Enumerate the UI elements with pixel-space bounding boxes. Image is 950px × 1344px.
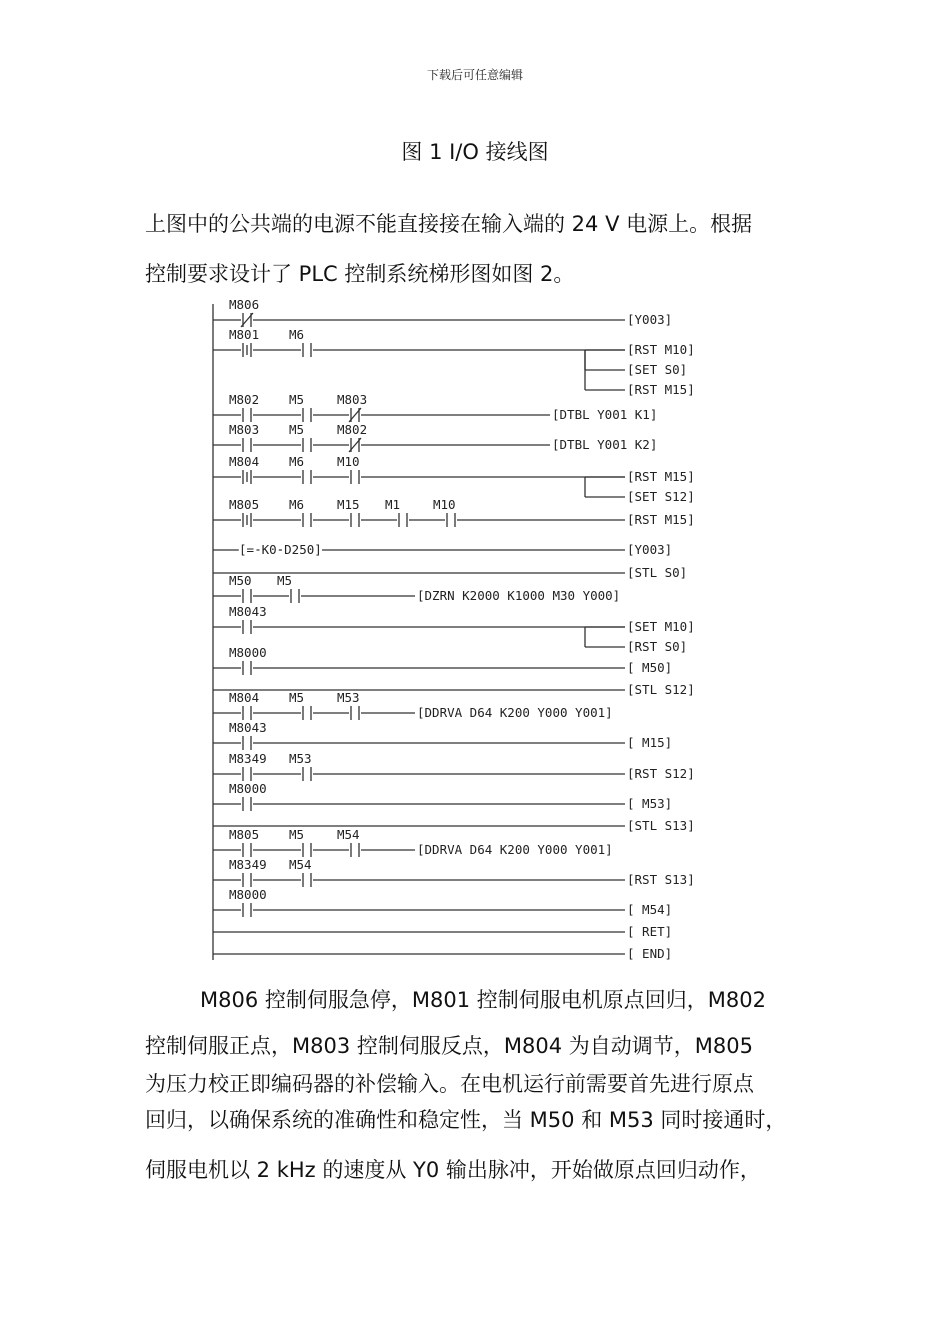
output-instruction: [DDRVA D64 K200 Y000 Y001] (417, 705, 613, 720)
contact-label-m53: M53 (289, 751, 312, 766)
compare-instruction: [= K0 D250] (239, 542, 322, 557)
output-instruction: [DTBL Y001 K1] (552, 407, 658, 422)
output-instruction: [STL S0] (627, 565, 688, 580)
output-instruction: [DDRVA D64 K200 Y000 Y001] (417, 842, 613, 857)
output-instruction: [ M53] (627, 796, 673, 811)
output-instruction: [Y003] (627, 312, 673, 327)
contact-label-m6: M6 (289, 327, 305, 342)
contact-label-m50: M50 (229, 573, 252, 588)
contact-label-m803: M803 (229, 422, 260, 437)
contact-label-m1: M1 (385, 497, 401, 512)
output-instruction: [ M15] (627, 735, 673, 750)
contact-label-m54: M54 (337, 827, 360, 842)
output-instruction: [RST S0] (627, 639, 688, 654)
contact-label-m10: M10 (433, 497, 456, 512)
output-instruction: [SET S12] (627, 489, 695, 504)
page-header: 下载后可任意编辑 (426, 68, 523, 82)
contact-label-m804: M804 (229, 454, 260, 469)
output-instruction: [DTBL Y001 K2] (552, 437, 658, 452)
output-instruction: [RST S12] (627, 766, 695, 781)
output-instruction: [STL S12] (627, 682, 695, 697)
output-instruction: [DZRN K2000 K1000 M30 Y000] (417, 588, 621, 603)
contact-label-m805: M805 (229, 827, 260, 842)
contact-label-m6: M6 (289, 454, 305, 469)
contact-label-m806: M806 (229, 298, 260, 312)
contact-label-m8349: M8349 (229, 857, 267, 872)
output-instruction: [ M50] (627, 660, 673, 675)
desc-line-1: M806 控制伺服急停，M801 控制伺服电机原点回归，M802 (200, 988, 766, 1012)
contact-label-m5: M5 (289, 392, 305, 407)
figure-1-caption: 图 1 I/O 接线图 (401, 140, 549, 164)
output-instruction: [ RET] (627, 924, 673, 939)
contact-label-m8000: M8000 (229, 645, 267, 660)
contact-label-m5: M5 (289, 422, 305, 437)
output-instruction: [SET M10] (627, 619, 695, 634)
contact-label-m6: M6 (289, 497, 305, 512)
desc-line-2: 控制伺服正点，M803 控制伺服反点，M804 为自动调节，M805 (145, 1034, 753, 1058)
output-instruction: [ END] (627, 946, 673, 961)
contact-label-m5: M5 (277, 573, 293, 588)
output-instruction: [RST M15] (627, 512, 695, 527)
intro-line-2: 控制要求设计了 PLC 控制系统梯形图如图 2。 (145, 262, 575, 286)
contact-label-m53: M53 (337, 690, 360, 705)
contact-label-m8000: M8000 (229, 887, 267, 902)
contact-label-m8000: M8000 (229, 781, 267, 796)
ladder-diagram (205, 298, 755, 968)
output-instruction: [RST M15] (627, 469, 695, 484)
output-instruction: [STL S13] (627, 818, 695, 833)
contact-label-m5: M5 (289, 827, 305, 842)
contact-label-m803: M803 (337, 392, 368, 407)
desc-line-3: 为压力校正即编码器的补偿输入。在电机运行前需要首先进行原点 (145, 1072, 754, 1096)
intro-line-1: 上图中的公共端的电源不能直接接在输入端的 24 V 电源上。根据 (145, 212, 753, 236)
desc-line-5: 伺服电机以 2 kHz 的速度从 Y0 输出脉冲，开始做原点回归动作， (145, 1158, 761, 1182)
output-instruction: [RST M10] (627, 342, 695, 357)
contact-label-m804: M804 (229, 690, 260, 705)
output-instruction: [SET S0] (627, 362, 688, 377)
contact-label-m802: M802 (229, 392, 260, 407)
output-instruction: [Y003] (627, 542, 673, 557)
contact-label-m802: M802 (337, 422, 368, 437)
output-instruction: [RST M15] (627, 382, 695, 397)
contact-label-m805: M805 (229, 497, 260, 512)
contact-label-m8043: M8043 (229, 604, 267, 619)
desc-line-4: 回归，以确保系统的准确性和稳定性，当 M50 和 M53 同时接通时， (145, 1108, 787, 1132)
contact-label-m801: M801 (229, 327, 260, 342)
contact-label-m8349: M8349 (229, 751, 267, 766)
contact-label-m8043: M8043 (229, 720, 267, 735)
contact-label-m10: M10 (337, 454, 360, 469)
contact-label-m15: M15 (337, 497, 360, 512)
contact-label-m5: M5 (289, 690, 305, 705)
output-instruction: [ M54] (627, 902, 673, 917)
output-instruction: [RST S13] (627, 872, 695, 887)
contact-label-m54: M54 (289, 857, 312, 872)
